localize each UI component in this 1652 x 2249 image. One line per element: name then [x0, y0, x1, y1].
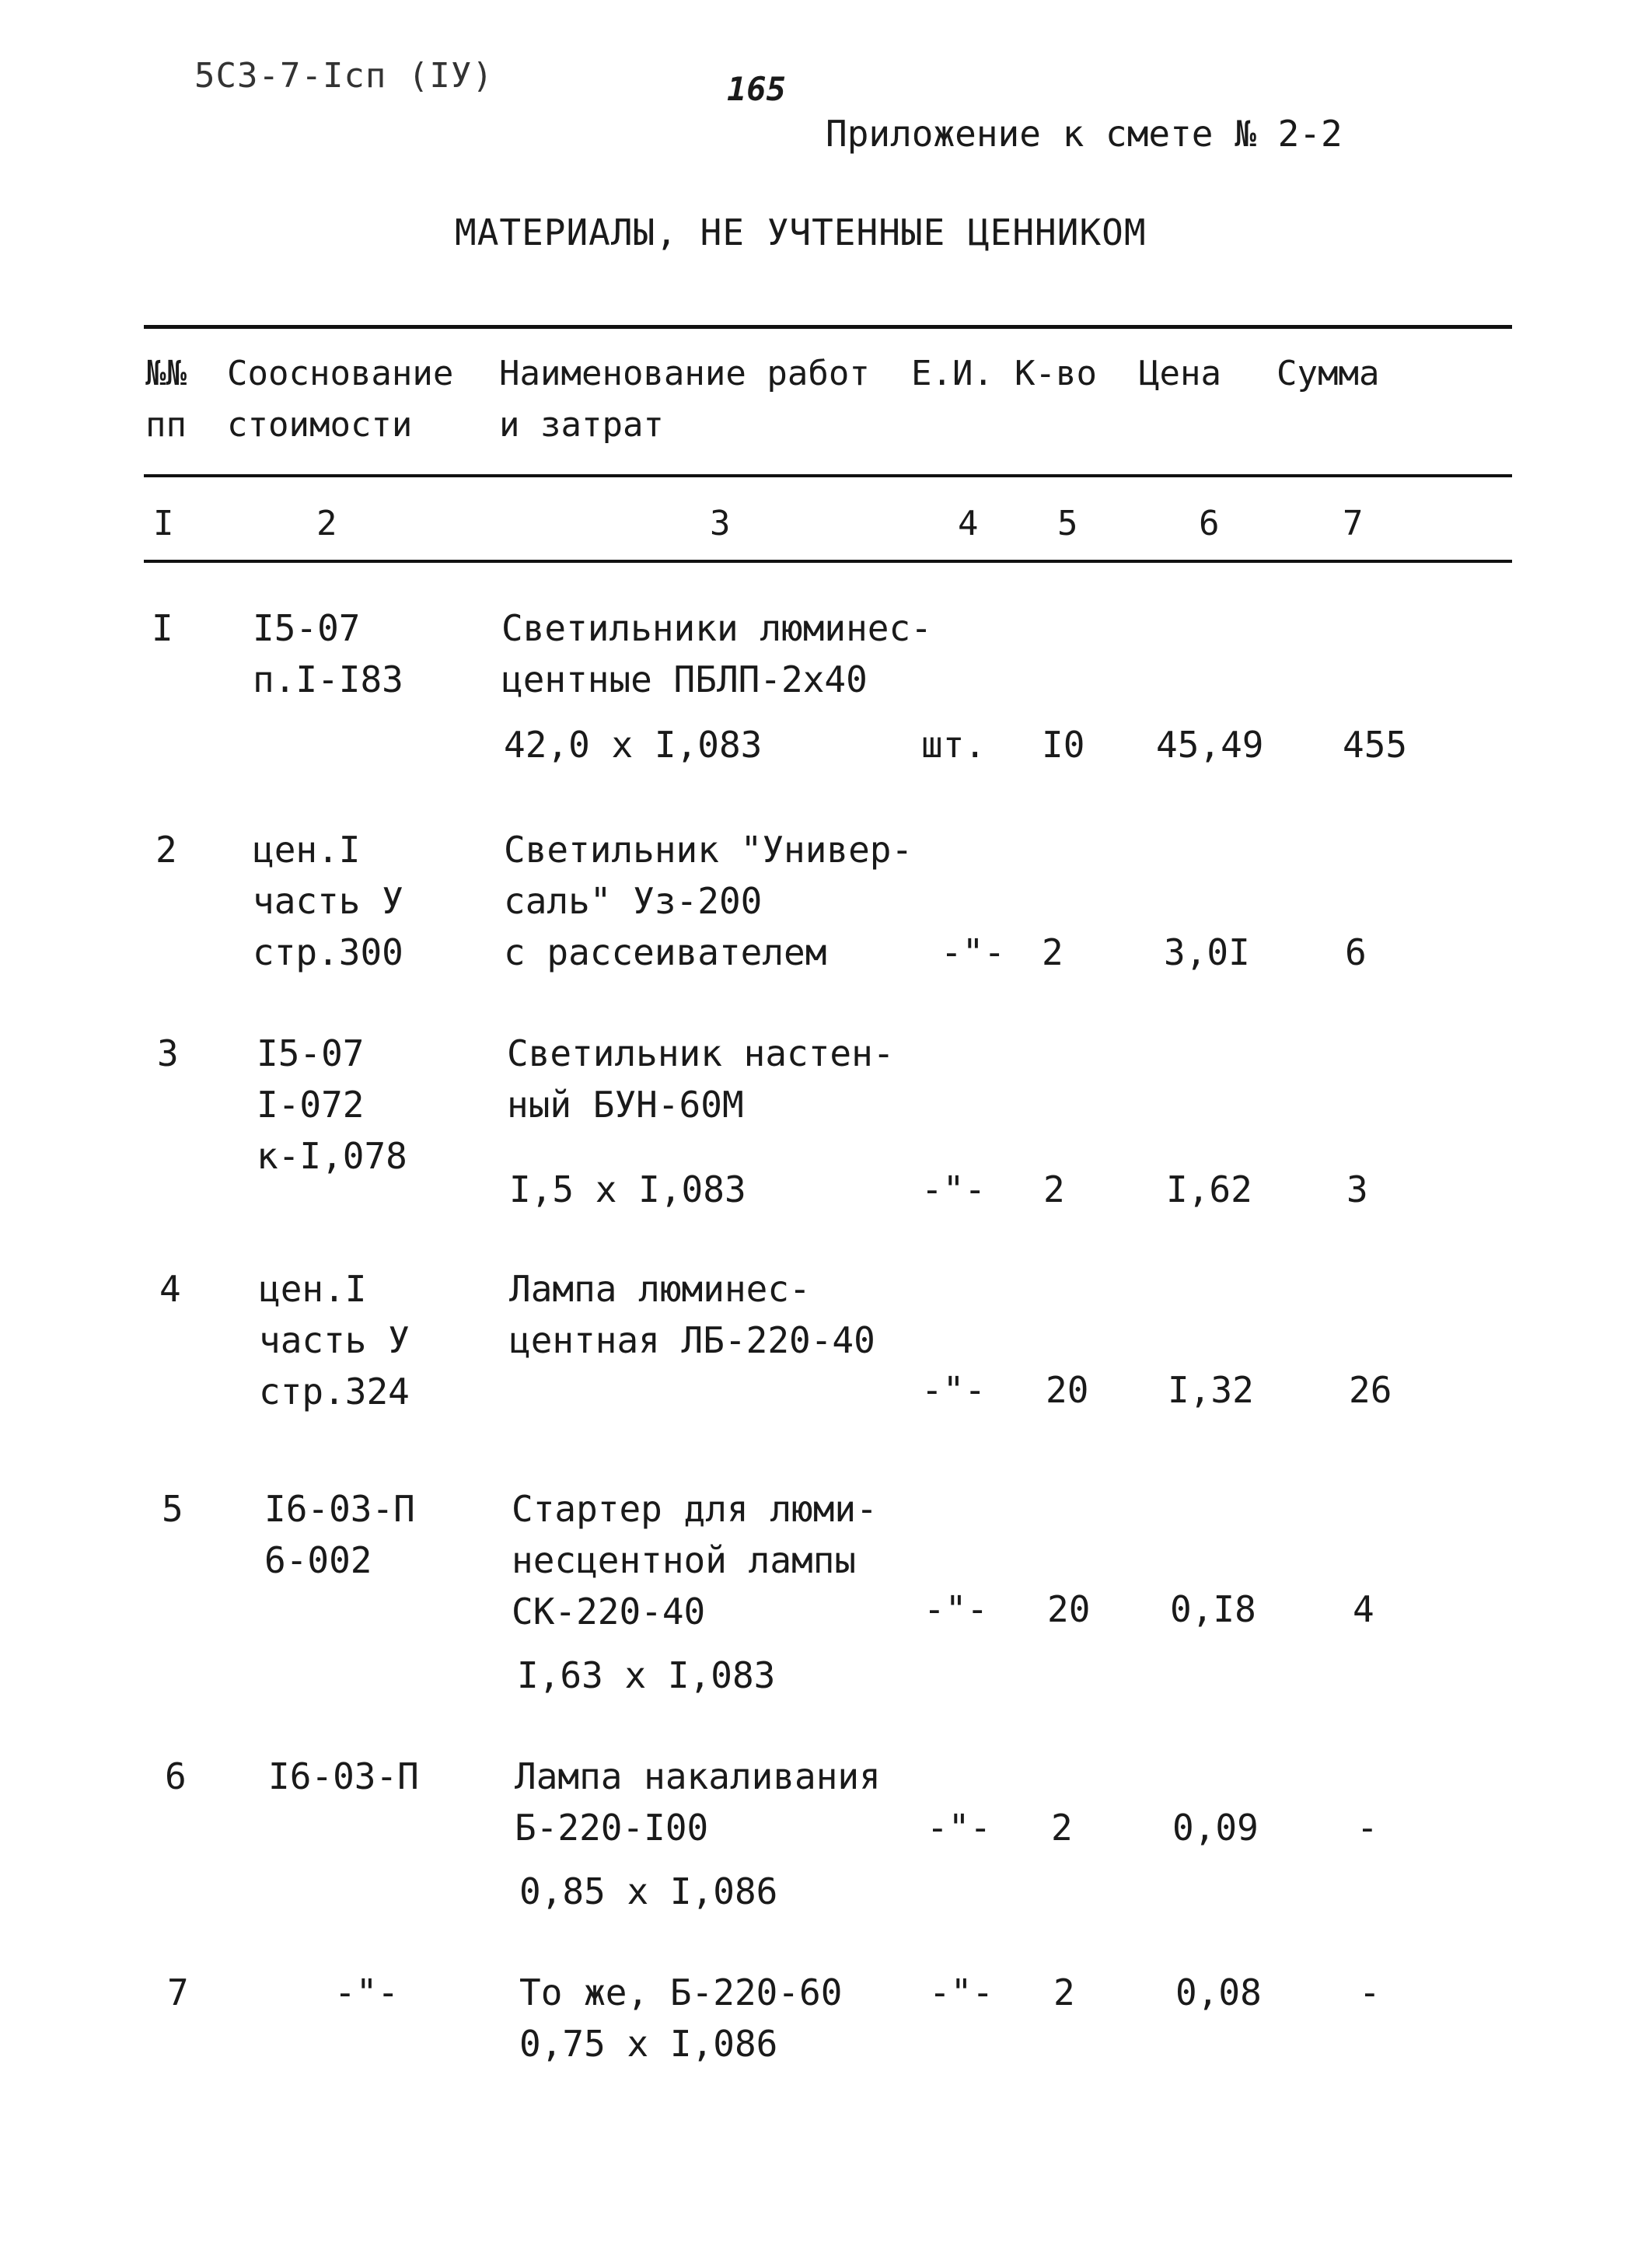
document-code: 5С3-7-Ісп (ІУ): [194, 56, 494, 96]
row-basis-line: 6-002: [264, 1539, 372, 1581]
row-basis-line: п.I-I83: [253, 658, 403, 700]
row-sum: -: [1359, 1971, 1381, 2013]
header-col-number-line2: пп: [145, 405, 187, 445]
row-price: I,32: [1168, 1369, 1254, 1411]
row-basis-line: к-I,078: [257, 1135, 407, 1177]
row-sum: 4: [1353, 1588, 1374, 1630]
row-price: 0,I8: [1170, 1588, 1256, 1630]
row-number: 3: [157, 1032, 179, 1074]
row-calculation: 0,85 х I,086: [519, 1870, 778, 1912]
row-name: [509, 1263, 875, 1366]
row-name-line: Стартер для люми-: [512, 1488, 878, 1530]
row-name-line: Светильник "Универ-: [504, 829, 913, 871]
row-price: 45,49: [1156, 724, 1264, 766]
row-basis-line: стр.300: [253, 931, 403, 973]
row-number: 2: [155, 829, 177, 871]
row-name-line: ный БУН-60М: [507, 1084, 744, 1126]
row-quantity: 20: [1046, 1369, 1089, 1411]
row-sum: 455: [1343, 724, 1408, 766]
row-basis-line: часть У: [253, 880, 403, 922]
row-quantity: I0: [1042, 724, 1085, 766]
row-sum: -: [1357, 1807, 1378, 1849]
row-price: 3,0I: [1164, 931, 1250, 973]
row-quantity: 2: [1042, 931, 1063, 973]
row-quantity: 20: [1047, 1588, 1091, 1630]
row-calculation: 0,75 х I,086: [519, 2023, 778, 2065]
row-name-line: с рассеивателем: [504, 931, 827, 973]
row-name-line: центные ПБЛП-2х40: [501, 658, 868, 700]
row-quantity: 2: [1043, 1168, 1065, 1210]
row-basis: [259, 1263, 410, 1417]
row-price: 0,08: [1175, 1971, 1262, 2013]
header-col-price: Цена: [1139, 354, 1221, 393]
row-basis: [334, 1967, 399, 2018]
header-col-basis-line1: Сооснование: [227, 354, 454, 393]
row-price: I,62: [1166, 1168, 1252, 1210]
column-number: 6: [1199, 504, 1220, 543]
row-name-line: Б-220-I00: [515, 1807, 709, 1849]
row-basis-line: -"-: [334, 1971, 400, 2013]
row-number: 6: [165, 1755, 187, 1797]
row-basis-line: I5-07: [257, 1032, 365, 1074]
header-col-basis: [227, 348, 453, 451]
column-number: 3: [710, 504, 731, 543]
header-bottom-rule: [144, 474, 1512, 477]
row-name: [504, 824, 913, 978]
row-calculation: I,5 х I,083: [509, 1168, 746, 1210]
row-sum: 6: [1345, 931, 1367, 973]
header-col-name-line1: Наименование работ: [499, 354, 870, 393]
row-quantity: 2: [1051, 1807, 1073, 1849]
row-name-line: Лампа накаливания: [515, 1755, 881, 1797]
row-calculation: 42,0 х I,083: [504, 724, 763, 766]
row-name: [512, 1483, 878, 1637]
column-number: 4: [958, 504, 979, 543]
row-name-line: центная ЛБ-220-40: [509, 1319, 875, 1361]
row-name-line: Светильники люминес-: [501, 607, 932, 649]
row-basis: [268, 1751, 419, 1802]
row-unit: -"-: [921, 1168, 987, 1210]
row-unit: -"-: [924, 1588, 989, 1630]
row-basis-line: цен.I: [253, 829, 361, 871]
page-title: МАТЕРИАЛЫ, НЕ УЧТЕННЫЕ ЦЕННИКОМ: [455, 211, 1147, 253]
row-name: [515, 1751, 881, 1853]
row-unit: -"-: [927, 1807, 992, 1849]
row-basis: [253, 602, 403, 705]
row-number: 5: [162, 1488, 183, 1530]
row-name-line: СК-220-40: [512, 1591, 706, 1633]
row-number: 7: [167, 1971, 189, 2013]
row-unit: -"-: [929, 1971, 994, 2013]
header-col-number-line1: №№: [145, 354, 187, 393]
row-name-line: несцентной лампы: [512, 1539, 857, 1581]
header-col-name-line2: и затрат: [499, 405, 664, 445]
row-name-line: То же, Б-220-60: [519, 1971, 843, 2013]
row-unit: -"-: [921, 1369, 987, 1411]
column-number: I: [153, 504, 174, 543]
page-number: 165: [727, 70, 786, 108]
row-name: [507, 1028, 895, 1130]
row-basis-line: I6-03-П: [268, 1755, 419, 1797]
row-quantity: 2: [1053, 1971, 1075, 2013]
header-col-basis-line2: стоимости: [227, 405, 413, 445]
row-basis: [253, 824, 403, 978]
column-number: 2: [316, 504, 337, 543]
row-number: I: [152, 607, 173, 649]
row-name: [519, 1967, 842, 2018]
row-price: 0,09: [1172, 1807, 1259, 1849]
row-basis-line: стр.324: [259, 1371, 410, 1413]
row-basis-line: I-072: [257, 1084, 365, 1126]
row-name-line: Светильник настен-: [507, 1032, 895, 1074]
column-numbers-rule: [144, 560, 1512, 563]
row-basis-line: I5-07: [253, 607, 361, 649]
row-number: 4: [159, 1268, 181, 1310]
row-calculation: I,63 х I,083: [517, 1654, 776, 1696]
row-basis-line: цен.I: [259, 1268, 367, 1310]
row-name-line: Лампа люминес-: [509, 1268, 811, 1310]
appendix-heading: Приложение к смете № 2-2: [826, 113, 1343, 155]
row-unit: -"-: [941, 931, 1006, 973]
header-col-number: [145, 348, 187, 451]
row-unit: шт.: [921, 724, 987, 766]
row-basis: [257, 1028, 407, 1182]
header-col-quantity: К-во: [1015, 354, 1097, 393]
row-sum: 26: [1349, 1369, 1392, 1411]
row-name: [501, 602, 932, 705]
row-name-line: саль" Уз-200: [504, 880, 763, 922]
column-number: 7: [1343, 504, 1364, 543]
row-basis: [264, 1483, 415, 1586]
row-sum: 3: [1346, 1168, 1368, 1210]
column-number: 5: [1057, 504, 1078, 543]
header-col-sum: Сумма: [1277, 354, 1380, 393]
header-col-name: [499, 348, 870, 451]
table-top-rule: [144, 325, 1512, 329]
row-basis-line: часть У: [259, 1319, 410, 1361]
row-basis-line: I6-03-П: [264, 1488, 415, 1530]
header-col-unit: Е.И.: [911, 354, 994, 393]
